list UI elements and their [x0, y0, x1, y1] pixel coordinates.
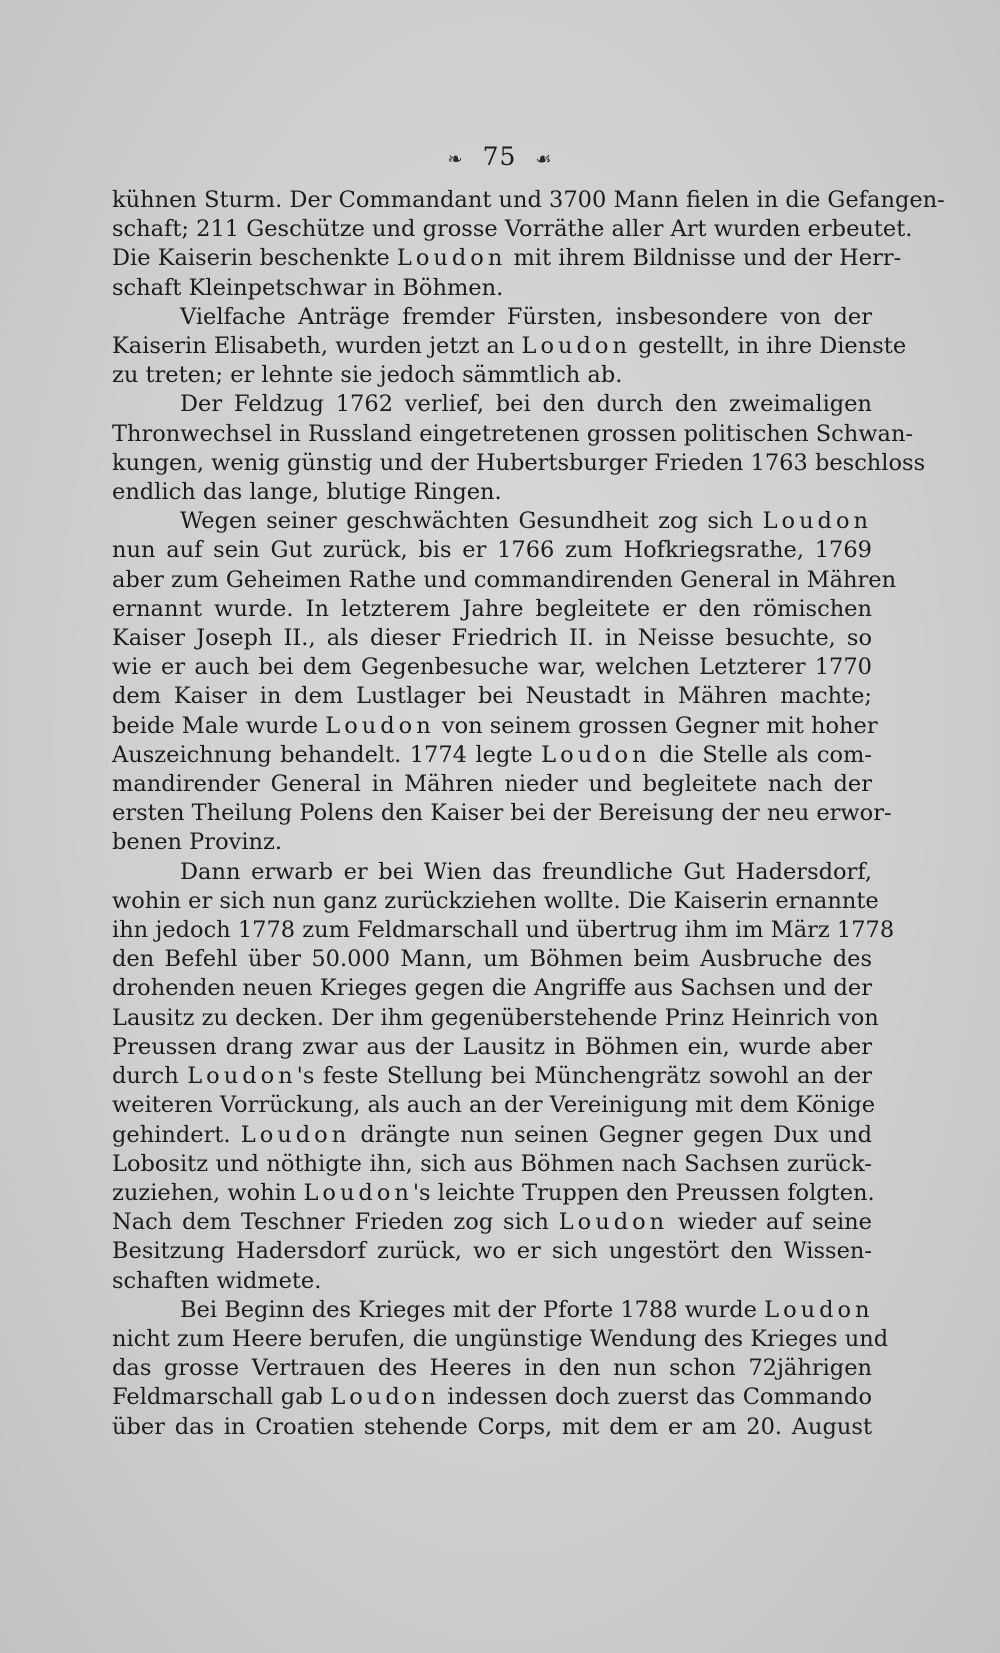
name-loudon: Loudon — [303, 1179, 413, 1206]
text-line: Lausitz zu decken. Der ihm gegenüberstehende Prinz Heinrich von — [112, 1004, 879, 1031]
name-loudon: Loudon — [521, 333, 631, 360]
text-line: nun auf sein Gut zurück, bis er 1766 zum Hofkriegsrathe, 1769 — [112, 537, 872, 564]
name-loudon: Loudon — [325, 712, 435, 739]
text-line: mandirender General in Mähren nieder und begleitete nach der — [112, 771, 872, 798]
name-loudon: Loudon — [240, 1121, 351, 1148]
text-line: nicht zum Heere berufen, die ungünstige Wendung des Krieges und — [112, 1325, 889, 1352]
text-line: endlich das lange, blutige Ringen. — [112, 479, 502, 506]
text-line: wie er auch bei dem Gegenbesuche war, welchen Letzterer 1770 — [112, 654, 872, 681]
name-loudon: Loudon — [762, 508, 872, 535]
text-line: Vielfache Anträge fremder Fürsten, insbesondere von der — [180, 303, 872, 330]
text-line: dem Kaiser in dem Lustlager bei Neustadt in Mähren machte; — [112, 683, 872, 710]
text-line: Die Kaiserin beschenkte Loudon mit ihrem Bildnisse und der Herr- — [112, 245, 902, 272]
text-line: Kaiserin Elisabeth, wurden jetzt an Loudon gestellt, in ihre Dienste — [112, 333, 907, 360]
text-line: das grosse Vertrauen des Heeres in den nun schon 72jährigen — [112, 1355, 872, 1382]
name-loudon: Loudon — [187, 1063, 297, 1090]
text-line: Auszeichnung behandelt. 1774 legte Loudon die Stelle als com- — [112, 741, 872, 768]
text-line: ersten Theilung Polens den Kaiser bei der Bereisung der neu erwor- — [112, 800, 892, 827]
text-line: über das in Croatien stehende Corps, mit dem er am 20. August — [112, 1413, 872, 1440]
text-line: Nach dem Teschner Frieden zog sich Loudon wieder auf seine — [112, 1209, 872, 1236]
text-line: drohenden neuen Krieges gegen die Angriffe aus Sachsen und der — [112, 975, 872, 1002]
text-line: Feldmarschall gab Loudon indessen doch zuerst das Commando — [112, 1384, 872, 1411]
text-line: kungen, wenig günstig und der Hubertsburger Frieden 1763 beschloss — [112, 449, 926, 476]
text-line: Wegen seiner geschwächten Gesundheit zog sich Loudon — [180, 508, 872, 535]
name-loudon: Loudon — [764, 1296, 874, 1323]
text-line: weiteren Vorrückung, als auch an der Vereinigung mit dem Könige — [112, 1092, 876, 1119]
text-line: wohin er sich nun ganz zurückziehen wollte. Die Kaiserin ernannte — [112, 887, 879, 914]
text-line: beide Male wurde Loudon von seinem grossen Gegner mit hoher — [112, 712, 878, 739]
text-line: durch Loudon's feste Stellung bei Münchengrätz sowohl an der — [112, 1063, 872, 1090]
text-line: schaft; 211 Geschütze und grosse Vorräthe aller Art wurden erbeutet. — [112, 216, 913, 243]
text-line: den Befehl über 50.000 Mann, um Böhmen beim Ausbruche des — [112, 946, 872, 973]
name-loudon: Loudon — [558, 1209, 669, 1236]
text-line: gehindert. Loudon drängte nun seinen Gegner gegen Dux und — [112, 1121, 872, 1148]
ornament-left-icon: ❧ — [447, 149, 464, 170]
text-line: Thronwechsel in Russland eingetretenen grossen politischen Schwan- — [112, 420, 914, 447]
text-line: Besitzung Hadersdorf zurück, wo er sich ungestört den Wissen- — [112, 1238, 872, 1265]
page-number: 75 — [482, 142, 517, 171]
text-line: ernannt wurde. In letzterem Jahre begleitete er den römischen — [112, 595, 872, 622]
text-line: Lobositz und nöthigte ihn, sich aus Böhmen nach Sachsen zurück- — [112, 1150, 872, 1177]
text-line: benen Provinz. — [112, 829, 283, 856]
text-line: zuziehen, wohin Loudon's leichte Truppen den Preussen folgten. — [112, 1179, 875, 1206]
page-header — [0, 142, 1000, 171]
text-line: Kaiser Joseph II., als dieser Friedrich II. in Neisse besuchte, so — [112, 625, 872, 652]
name-loudon: Loudon — [330, 1384, 440, 1411]
text-line: kühnen Sturm. Der Commandant und 3700 Mann fielen in die Gefangen- — [112, 187, 945, 213]
text-line: Der Feldzug 1762 verlief, bei den durch den zweimaligen — [180, 391, 872, 418]
text-line: aber zum Geheimen Rathe und commandirenden General in Mähren — [112, 566, 897, 593]
text-line: zu treten; er lehnte sie jedoch sämmtlich ab. — [112, 362, 623, 389]
text-line: Bei Beginn des Krieges mit der Pforte 1788 wurde Loudon — [180, 1296, 874, 1323]
text-line: Preussen drang zwar aus der Lausitz in Böhmen ein, wurde aber — [112, 1033, 872, 1060]
text-line: Dann erwarb er bei Wien das freundliche Gut Hadersdorf, — [180, 858, 872, 885]
name-loudon: Loudon — [541, 741, 651, 768]
text-line: ihn jedoch 1778 zum Feldmarschall und übertrug ihm im März 1778 — [112, 917, 895, 944]
ornament-right-icon: ☙ — [535, 149, 553, 170]
text-line: schaften widmete. — [112, 1267, 322, 1294]
text-line: schaft Kleinpetschwar in Böhmen. — [112, 274, 504, 301]
name-loudon: Loudon — [396, 245, 507, 272]
body-text — [112, 186, 945, 1442]
